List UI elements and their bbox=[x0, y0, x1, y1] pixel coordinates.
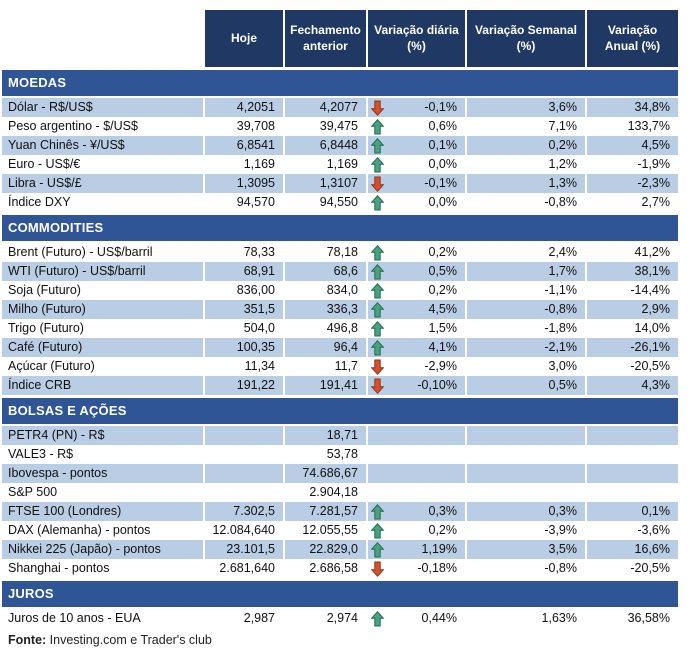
table-row bbox=[2, 376, 678, 395]
previous-close-value: 2,974 bbox=[283, 609, 366, 628]
weekly-change-value: -0,8% bbox=[465, 559, 585, 578]
weekly-change-value: 1,3% bbox=[465, 174, 585, 193]
row-label: Açúcar (Futuro) bbox=[8, 359, 95, 373]
daily-change-cell bbox=[366, 426, 465, 445]
today-value bbox=[203, 426, 283, 445]
annual-change-value: -14,4% bbox=[585, 281, 678, 300]
row-label: Trigo (Futuro) bbox=[8, 321, 84, 335]
table-row bbox=[2, 243, 678, 262]
section-band: JUROS bbox=[2, 581, 678, 607]
table-row bbox=[2, 502, 678, 521]
section-band: MOEDAS bbox=[2, 70, 678, 96]
annual-change-value: 2,7% bbox=[585, 193, 678, 212]
daily-change-value: -0,10% bbox=[417, 378, 457, 392]
source-label: Fonte: bbox=[8, 633, 47, 647]
annual-change-value: 2,9% bbox=[585, 300, 678, 319]
today-value: 2.681,640 bbox=[203, 559, 283, 578]
daily-change-cell bbox=[366, 117, 465, 136]
weekly-change-value: 1,2% bbox=[465, 155, 585, 174]
row-label: DAX (Alemanha) - pontos bbox=[8, 523, 151, 537]
daily-change-cell bbox=[366, 521, 465, 540]
source-text: Investing.com e Trader's club bbox=[46, 633, 212, 647]
annual-change-value: -20,5% bbox=[585, 357, 678, 376]
today-value bbox=[203, 483, 283, 502]
today-value: 78,33 bbox=[203, 243, 283, 262]
daily-change-value: 0,2% bbox=[428, 245, 457, 259]
weekly-change-value: 1,7% bbox=[465, 262, 585, 281]
previous-close-value: 74.686,67 bbox=[283, 464, 366, 483]
annual-change-value: 0,1% bbox=[585, 502, 678, 521]
row-label: Soja (Futuro) bbox=[8, 283, 81, 297]
today-value: 4,2051 bbox=[203, 98, 283, 117]
table-row bbox=[2, 540, 678, 559]
previous-close-value: 1,169 bbox=[283, 155, 366, 174]
daily-change-cell bbox=[366, 98, 465, 117]
no-arrow bbox=[371, 465, 385, 482]
weekly-change-value: 3,0% bbox=[465, 357, 585, 376]
previous-close-value: 1,3107 bbox=[283, 174, 366, 193]
up-arrow-icon bbox=[371, 610, 385, 627]
table-row bbox=[2, 117, 678, 136]
daily-change-cell bbox=[366, 559, 465, 578]
weekly-change-value: -1,8% bbox=[465, 319, 585, 338]
previous-close-value: 53,78 bbox=[283, 445, 366, 464]
down-arrow-icon bbox=[371, 99, 385, 116]
daily-change-value: -2,9% bbox=[424, 359, 457, 373]
previous-close-value: 834,0 bbox=[283, 281, 366, 300]
weekly-change-value: 3,5% bbox=[465, 540, 585, 559]
today-value: 100,35 bbox=[203, 338, 283, 357]
today-value: 94,570 bbox=[203, 193, 283, 212]
row-label: S&P 500 bbox=[8, 485, 58, 499]
source-line bbox=[2, 633, 694, 647]
weekly-change-value: -2,1% bbox=[465, 338, 585, 357]
annual-change-value bbox=[585, 426, 678, 445]
today-value: 1,169 bbox=[203, 155, 283, 174]
daily-change-value: 0,5% bbox=[428, 264, 457, 278]
row-label: PETR4 (PN) - R$ bbox=[2, 426, 203, 445]
today-value bbox=[203, 464, 283, 483]
annual-change-value: 4,5% bbox=[585, 136, 678, 155]
daily-change-cell bbox=[366, 262, 465, 281]
annual-change-value: -2,3% bbox=[585, 174, 678, 193]
daily-change-value: -0,1% bbox=[424, 100, 457, 114]
annual-change-value: 16,6% bbox=[585, 540, 678, 559]
row-label: Peso argentino - $/US$ bbox=[8, 119, 138, 133]
row-label: Índice CRB bbox=[2, 376, 203, 395]
row-label: Ibovespa - pontos bbox=[2, 464, 203, 483]
weekly-change-value: 0,3% bbox=[465, 502, 585, 521]
daily-change-cell bbox=[366, 376, 465, 395]
previous-close-value: 2.904,18 bbox=[283, 483, 366, 502]
weekly-change-value: 7,1% bbox=[465, 117, 585, 136]
up-arrow-icon bbox=[371, 503, 385, 520]
today-value: 7.302,5 bbox=[203, 502, 283, 521]
section-band: BOLSAS E AÇÕES bbox=[2, 398, 678, 424]
row-label: FTSE 100 (Londres) bbox=[2, 502, 203, 521]
row-label: WTI (Futuro) - US$/barril bbox=[2, 262, 203, 281]
header-spacer bbox=[2, 10, 203, 67]
today-value bbox=[203, 445, 283, 464]
annual-change-value bbox=[585, 445, 678, 464]
table-row bbox=[2, 262, 678, 281]
previous-close-value: 6,8448 bbox=[283, 136, 366, 155]
row-label: Juros de 10 anos - EUA bbox=[8, 611, 141, 625]
annual-change-value: 41,2% bbox=[585, 243, 678, 262]
table-row bbox=[2, 483, 678, 502]
daily-change-value: 0,2% bbox=[428, 283, 457, 297]
previous-close-value: 4,2077 bbox=[283, 98, 366, 117]
daily-change-cell bbox=[366, 155, 465, 174]
down-arrow-icon bbox=[371, 560, 385, 577]
annual-change-value: -1,9% bbox=[585, 155, 678, 174]
table-row bbox=[2, 426, 678, 445]
daily-change-cell bbox=[366, 502, 465, 521]
up-arrow-icon bbox=[371, 194, 385, 211]
today-value: 1,3095 bbox=[203, 174, 283, 193]
table-row bbox=[2, 281, 678, 300]
daily-change-value: 0,0% bbox=[428, 195, 457, 209]
daily-change-value: 0,2% bbox=[428, 523, 457, 537]
annual-change-value: -3,6% bbox=[585, 521, 678, 540]
daily-change-cell bbox=[366, 300, 465, 319]
weekly-change-value: -0,8% bbox=[465, 193, 585, 212]
today-value: 351,5 bbox=[203, 300, 283, 319]
row-label: Libra - US$/£ bbox=[2, 174, 203, 193]
up-arrow-icon bbox=[371, 244, 385, 261]
up-arrow-icon bbox=[371, 522, 385, 539]
today-value: 836,00 bbox=[203, 281, 283, 300]
daily-change-value: 0,0% bbox=[428, 157, 457, 171]
annual-change-value: -20,5% bbox=[585, 559, 678, 578]
previous-close-value: 12.055,55 bbox=[283, 521, 366, 540]
no-arrow bbox=[371, 446, 385, 463]
table-row bbox=[2, 338, 678, 357]
weekly-change-value: -0,8% bbox=[465, 300, 585, 319]
down-arrow-icon bbox=[371, 377, 385, 394]
annual-change-value: 34,8% bbox=[585, 98, 678, 117]
row-label: Milho (Futuro) bbox=[2, 300, 203, 319]
weekly-change-value: 0,5% bbox=[465, 376, 585, 395]
annual-change-value bbox=[585, 483, 678, 502]
today-value: 12.084,640 bbox=[203, 521, 283, 540]
up-arrow-icon bbox=[371, 541, 385, 558]
table-row bbox=[2, 357, 678, 376]
today-value: 504,0 bbox=[203, 319, 283, 338]
previous-close-value: 39,475 bbox=[283, 117, 366, 136]
daily-change-cell bbox=[366, 540, 465, 559]
daily-change-value: 4,1% bbox=[428, 340, 457, 354]
table-row bbox=[2, 464, 678, 483]
previous-close-value: 336,3 bbox=[283, 300, 366, 319]
daily-change-cell bbox=[366, 319, 465, 338]
weekly-change-value: -3,9% bbox=[465, 521, 585, 540]
annual-change-value: 133,7% bbox=[585, 117, 678, 136]
table-row bbox=[2, 609, 678, 628]
table-row bbox=[2, 136, 678, 155]
down-arrow-icon bbox=[371, 358, 385, 375]
previous-close-value: 68,6 bbox=[283, 262, 366, 281]
annual-change-value: 38,1% bbox=[585, 262, 678, 281]
column-header-hoje: Hoje bbox=[203, 10, 283, 67]
up-arrow-icon bbox=[371, 320, 385, 337]
daily-change-value: 1,19% bbox=[421, 542, 457, 556]
daily-change-value: 0,3% bbox=[428, 504, 457, 518]
table-row bbox=[2, 445, 678, 464]
section-band: COMMODITIES bbox=[2, 215, 678, 241]
column-header-variacao-semanal: Variação Semanal (%) bbox=[465, 10, 585, 67]
row-label: Café (Futuro) bbox=[2, 338, 203, 357]
daily-change-value: 0,1% bbox=[428, 138, 457, 152]
today-value: 191,22 bbox=[203, 376, 283, 395]
row-label: VALE3 - R$ bbox=[8, 447, 74, 461]
daily-change-cell bbox=[366, 609, 465, 628]
weekly-change-value: 3,6% bbox=[465, 98, 585, 117]
previous-close-value: 7.281,57 bbox=[283, 502, 366, 521]
daily-change-value: 0,6% bbox=[428, 119, 457, 133]
weekly-change-value bbox=[465, 483, 585, 502]
weekly-change-value: 2,4% bbox=[465, 243, 585, 262]
today-value: 68,91 bbox=[203, 262, 283, 281]
daily-change-value: 1,5% bbox=[428, 321, 457, 335]
daily-change-cell bbox=[366, 281, 465, 300]
table-row bbox=[2, 193, 678, 212]
up-arrow-icon bbox=[371, 301, 385, 318]
daily-change-cell bbox=[366, 243, 465, 262]
daily-change-value: 4,5% bbox=[428, 302, 457, 316]
row-label: Euro - US$/€ bbox=[8, 157, 81, 171]
previous-close-value: 11,7 bbox=[283, 357, 366, 376]
previous-close-value: 2.686,58 bbox=[283, 559, 366, 578]
table-row bbox=[2, 98, 678, 117]
table-row bbox=[2, 559, 678, 578]
annual-change-value bbox=[585, 464, 678, 483]
daily-change-value: 0,44% bbox=[421, 611, 457, 625]
up-arrow-icon bbox=[371, 137, 385, 154]
weekly-change-value: 1,63% bbox=[465, 609, 585, 628]
daily-change-cell bbox=[366, 483, 465, 502]
previous-close-value: 191,41 bbox=[283, 376, 366, 395]
weekly-change-value bbox=[465, 426, 585, 445]
table-row bbox=[2, 319, 678, 338]
column-header-variacao-anual: Variação Anual (%) bbox=[585, 10, 678, 67]
today-value: 6,8541 bbox=[203, 136, 283, 155]
annual-change-value: 14,0% bbox=[585, 319, 678, 338]
previous-close-value: 96,4 bbox=[283, 338, 366, 357]
weekly-change-value bbox=[465, 464, 585, 483]
daily-change-value: -0,18% bbox=[417, 561, 457, 575]
today-value: 11,34 bbox=[203, 357, 283, 376]
no-arrow bbox=[371, 427, 385, 444]
table-row bbox=[2, 521, 678, 540]
daily-change-cell bbox=[366, 445, 465, 464]
weekly-change-value: -1,1% bbox=[465, 281, 585, 300]
today-value: 39,708 bbox=[203, 117, 283, 136]
daily-change-cell bbox=[366, 338, 465, 357]
daily-change-cell bbox=[366, 193, 465, 212]
annual-change-value: -26,1% bbox=[585, 338, 678, 357]
column-header-fechamento: Fechamento anterior bbox=[283, 10, 366, 67]
row-label: Yuan Chinês - ¥/US$ bbox=[2, 136, 203, 155]
daily-change-value: -0,1% bbox=[424, 176, 457, 190]
weekly-change-value bbox=[465, 445, 585, 464]
table-row bbox=[2, 300, 678, 319]
daily-change-cell bbox=[366, 357, 465, 376]
no-arrow bbox=[371, 484, 385, 501]
up-arrow-icon bbox=[371, 282, 385, 299]
down-arrow-icon bbox=[371, 175, 385, 192]
daily-change-cell bbox=[366, 174, 465, 193]
up-arrow-icon bbox=[371, 339, 385, 356]
column-header-variacao-diaria: Variação diária (%) bbox=[366, 10, 465, 67]
table-header-row bbox=[2, 10, 678, 67]
row-label: Brent (Futuro) - US$/barril bbox=[8, 245, 153, 259]
previous-close-value: 78,18 bbox=[283, 243, 366, 262]
previous-close-value: 94,550 bbox=[283, 193, 366, 212]
today-value: 2,987 bbox=[203, 609, 283, 628]
table-row bbox=[2, 174, 678, 193]
daily-change-cell bbox=[366, 464, 465, 483]
up-arrow-icon bbox=[371, 263, 385, 280]
previous-close-value: 496,8 bbox=[283, 319, 366, 338]
daily-change-cell bbox=[366, 136, 465, 155]
previous-close-value: 22.829,0 bbox=[283, 540, 366, 559]
annual-change-value: 4,3% bbox=[585, 376, 678, 395]
today-value: 23.101,5 bbox=[203, 540, 283, 559]
table-body bbox=[2, 70, 694, 628]
annual-change-value: 36,58% bbox=[585, 609, 678, 628]
row-label: Nikkei 225 (Japão) - pontos bbox=[2, 540, 203, 559]
table-row bbox=[2, 155, 678, 174]
row-label: Índice DXY bbox=[8, 195, 71, 209]
row-label: Shanghai - pontos bbox=[8, 561, 110, 575]
weekly-change-value: 0,2% bbox=[465, 136, 585, 155]
row-label: Dólar - R$/US$ bbox=[2, 98, 203, 117]
previous-close-value: 18,71 bbox=[283, 426, 366, 445]
up-arrow-icon bbox=[371, 118, 385, 135]
up-arrow-icon bbox=[371, 156, 385, 173]
